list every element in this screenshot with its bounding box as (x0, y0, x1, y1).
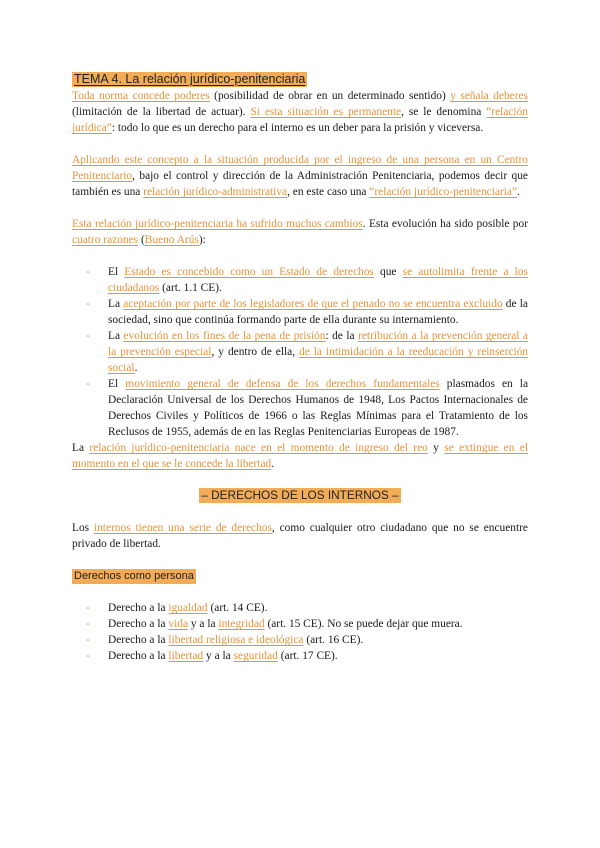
body-text: , y dentro de ella, (211, 346, 300, 358)
concept-paragraph (72, 152, 528, 200)
body-text: (art. 14 CE). (207, 602, 268, 614)
body-text: ( (138, 234, 145, 246)
highlight-text: internos tienen una serie de derechos (93, 522, 272, 534)
body-text: (art. 15 CE). No se puede dejar que muera. (264, 618, 463, 630)
highlight-text: Esta relación jurídico-penitenciaria ha sufrido muchos cambios (72, 218, 363, 230)
highlight-text: “relación jurídica” (72, 106, 528, 134)
highlight-text: libertad religiosa e ideológica (168, 634, 304, 646)
rights-intro-paragraph (72, 520, 528, 552)
body-text: Derecho a la (108, 634, 169, 646)
body-text: y (427, 442, 445, 454)
list-item (72, 376, 528, 440)
highlight-text: se extingue en el momento en el que se le concede la libertad (72, 442, 529, 470)
dash-bullet: - (86, 266, 90, 278)
highlight-text: evolución en los fines de la pena de prisión (123, 330, 326, 342)
body-text: Derecho a la (108, 650, 169, 662)
body-text: (art. 17 CE). (277, 650, 338, 662)
highlight-text: Aplicando este concepto a la situación producida por el ingreso de una persona en un Centro Penitenciario (72, 154, 528, 182)
body-text: El (108, 378, 126, 390)
body-text: (art. 16 CE). (303, 634, 364, 646)
body-text: Los (72, 522, 94, 534)
highlight-text: libertad (168, 650, 204, 662)
reasons-list (72, 264, 528, 440)
body-text: La (72, 442, 90, 454)
body-text: : todo lo que es un derecho para el interno es un deber para la prisión y viceversa. (111, 122, 484, 134)
evolution-paragraph (72, 216, 528, 248)
highlight-text: movimiento general de defensa de los derechos fundamentales (125, 378, 440, 390)
dash-bullet: - (86, 650, 90, 662)
highlight-text: relación jurídico-penitenciaria nace en el momento de ingreso del reo (89, 442, 428, 454)
page-title: TEMA 4. La relación jurídico-penitenciaria (74, 72, 306, 86)
body-text: . Esta evolución ha sido posible por (362, 218, 528, 230)
list-item (72, 600, 528, 616)
dash-bullet: - (86, 298, 90, 310)
dash-bullet: - (86, 378, 90, 390)
body-text: y a la (188, 618, 219, 630)
list-item (72, 648, 528, 664)
highlight-text: de la intimidación a la reeducación y reinserción social (108, 346, 529, 374)
highlight-text: y señala deberes (450, 90, 528, 102)
list-item (72, 296, 528, 328)
intro-paragraph (72, 88, 528, 136)
body-text: de la sociedad, sino que continúa formando parte de ella durante su internamiento. (108, 298, 528, 326)
list-item (72, 264, 528, 296)
section-heading-wrap (72, 488, 528, 504)
body-text: El (108, 266, 125, 278)
highlight-text: igualdad (168, 602, 208, 614)
highlight-text: Estado es concebido como un Estado de derechos (124, 266, 374, 278)
highlight-text: relación jurídico-administrativa (143, 186, 288, 198)
body-text: , se le denomina (401, 106, 487, 118)
highlight-text: Toda norma concede poderes (72, 90, 210, 102)
body-text: que (373, 266, 403, 278)
body-text: , como cualquier otro ciudadano que no se encuentre privado de libertad. (72, 522, 528, 550)
highlight-text: cuatro razones (72, 234, 139, 246)
body-text: La (108, 330, 124, 342)
birth-extinction-paragraph (72, 440, 528, 472)
body-text: , en este caso una (287, 186, 370, 198)
highlight-text: aceptación por parte de los legisladores de que el penado no se encuentra excluido (123, 298, 503, 310)
list-item (72, 328, 528, 376)
highlight-text: se autolimita frente a los ciudadanos (108, 266, 528, 294)
section-heading: – DERECHOS DE LOS INTERNOS – (201, 488, 399, 502)
dash-bullet: - (86, 618, 90, 630)
body-text: : de la (325, 330, 359, 342)
dash-bullet: - (86, 634, 90, 646)
body-text: . (271, 458, 275, 470)
highlight-text: retribución a la prevención general a la prevención especial (108, 330, 528, 358)
body-text: ): (198, 234, 206, 246)
list-item (72, 632, 528, 648)
body-text: , bajo el control y dirección de la Administración Penitenciaria, podemos decir que también es una (72, 170, 528, 198)
dash-bullet: - (86, 330, 90, 342)
page-title-wrap (72, 72, 528, 88)
rights-list (72, 600, 528, 664)
list-item (72, 616, 528, 632)
subheading: Derechos como persona (74, 570, 194, 582)
highlight-text: “relación jurídico-penitenciaria” (369, 186, 518, 198)
body-text: plasmados en la Declaración Universal de los Derechos Humanos de 1948, Los Pactos Internacionales de Derechos Civiles y Políticos de 1966 o las Reglas Mínimas para el Tratamiento de los Reclusos de 1955, además de en las Reglas Penitenciarias Europeas de 1987. (108, 378, 528, 438)
body-text: (limitación de la libertad de actuar). (72, 106, 251, 118)
body-text: (posibilidad de obrar en un determinado sentido) (209, 90, 451, 102)
highlight-text: Si esta situación es permanente (250, 106, 402, 118)
subheading-wrap (72, 568, 528, 584)
dash-bullet: - (86, 602, 90, 614)
highlight-text: integridad (218, 618, 265, 630)
highlight-text: vida (168, 618, 189, 630)
body-text: Derecho a la (108, 602, 169, 614)
body-text: . (134, 362, 138, 374)
body-text: La (108, 298, 124, 310)
body-text: y a la (203, 650, 234, 662)
body-text: Derecho a la (108, 618, 169, 630)
highlight-text: Bueno Arús (144, 234, 199, 246)
highlight-text: seguridad (233, 650, 278, 662)
body-text: . (517, 186, 520, 198)
body-text: (art. 1.1 CE). (159, 282, 222, 294)
